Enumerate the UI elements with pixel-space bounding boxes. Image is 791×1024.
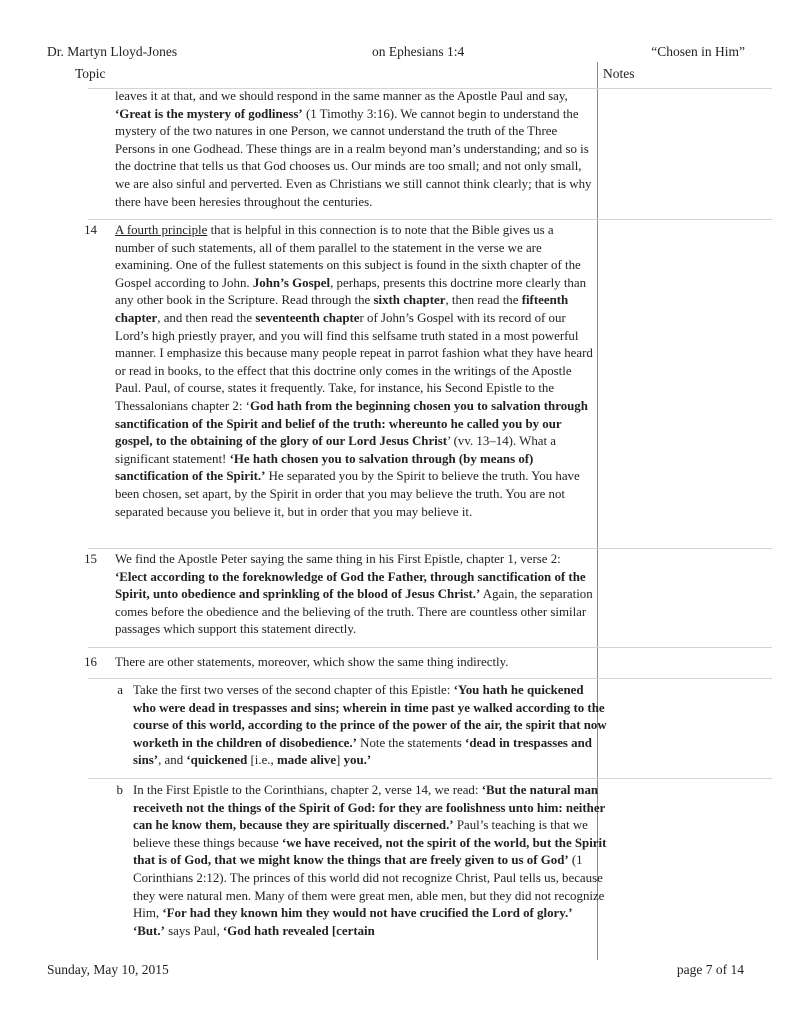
bold-quote: ‘we have received, not the spirit of the world, but the Spirit that is of God, that we might know the things that are freely given to us of God’: [133, 835, 607, 868]
text: ’ (vv. 13–14). What a significant statement!: [115, 434, 557, 466]
bold-quote: ‘But.’: [133, 923, 165, 938]
text: says Paul,: [164, 923, 223, 938]
bold-quote: ‘He hath chosen you to salvation through (by means of) sanctification of the Spirit.’: [115, 451, 534, 484]
continuation-paragraph: [115, 88, 595, 211]
header-title: “Chosen in Him”: [651, 44, 745, 59]
bold-text: ‘dead in trespasses and sins’: [133, 735, 592, 768]
text: r of John’s Gospel with its record of our Lord’s high priestly prayer, and you will find this selfsame truth stated in a most powerful manner. I emphasize this because many people repeat in parrot fashion what they have heard or read in books, to the effect that this doctrine only comes in the writings of the Apostle Paul. Paul, of course, states it frequently. Take, for instance, his Second Epistle to the Thessalonians chapter 2: ‘: [115, 310, 593, 413]
header-reference: on Ephesians 1:4: [372, 44, 465, 59]
item-letter: b: [116, 783, 123, 797]
text: that is helpful in this connection is to note that the Bible gives us a number of such statements, all of them parallel to the statement in the verse we are examining. One of the fullest statements on this subject is found in the sixth chapter of the Gospel according to John.: [115, 223, 581, 290]
row-separator: [88, 647, 772, 648]
footer-date: Sunday, May 10, 2015: [47, 962, 169, 977]
item-number: 16: [84, 655, 97, 669]
text: He separated you by the Spirit to believe the truth. You have been chosen, set apart, by the Spirit in order that you may believe the truth. You are not separated because you believe it, but in order that you may believe it.: [115, 469, 580, 519]
text: , and: [158, 753, 187, 768]
bold-quote: ‘God hath revealed [certain: [222, 923, 375, 938]
bold-quote: ‘For had they known him they would not have crucified the Lord of glory.’: [162, 906, 573, 921]
bold-quote: ‘Elect according to the foreknowledge of God the Father, through sanctification of the Spirit, unto obedience and sprinkling of the blood of Jesus Christ.’: [115, 569, 586, 602]
item-number: 14: [84, 223, 97, 237]
text: (1 Timothy 3:16). We cannot begin to understand the mystery of the two natures in one Person, we cannot understand the truth of the Three Persons in one Godhead. These things are in a realm beyond man’s understanding; and so is the doctrine that tells us that God chooses us. Our minds are too small; and not only small, we are also sinful and perverted. Even as Christians we still cannot think clearly; that is why there have been heresies throughout the centuries.: [115, 106, 592, 209]
bold-text: made alive: [276, 753, 337, 768]
row-separator: [88, 778, 772, 779]
row-separator: [88, 548, 772, 549]
text: , perhaps, presents this doctrine more clearly than any other book in the Scripture. Read through the: [115, 275, 587, 308]
bold-quote: ‘But the natural man receiveth not the things of the Spirit of God: for they are foolishness unto him: neither can he know them, because they are spiritually discerned.’: [133, 783, 606, 833]
bold-text: ‘quickened: [186, 753, 248, 768]
topic-column-header: Topic: [75, 66, 106, 81]
text: There are other statements, moreover, which show the same thing indirectly.: [115, 655, 509, 669]
bold-text: you.’: [343, 753, 372, 768]
text: Again, the separation comes before the obedience and the believing of the truth. There are countless other similar passages which support this statement directly.: [115, 587, 593, 637]
text: , and then read the: [157, 310, 256, 325]
text: We find the Apostle Peter saying the same thing in his First Epistle, chapter 1, verse 2:: [115, 552, 561, 566]
underlined-text: A fourth principle: [115, 223, 208, 237]
header-author: Dr. Martyn Lloyd-Jones: [47, 44, 178, 59]
text: In the First Epistle to the Corinthians, chapter 2, verse 14, we read:: [133, 783, 482, 797]
row-separator: [88, 678, 772, 679]
bold-quote: ‘You hath he quickened who were dead in trespasses and sins; wherein in time past ye walked according to the course of this world, according to the prince of the power of the air, the spirit that now worketh in the children of disobedience.’: [133, 683, 607, 750]
bold-quote: God hath from the beginning chosen you to salvation through sanctification of the Spirit and belief of the truth: whereunto he called you by our gospel, to the obtaining of the glory of our Lord Jesus Christ: [115, 398, 588, 449]
bold-text: sixth chapter: [373, 293, 446, 308]
text: leaves it at that, and we should respond in the same manner as the Apostle Paul and say,: [115, 89, 568, 103]
bold-text: John’s Gospel: [252, 275, 331, 290]
text: , then read the: [445, 293, 522, 308]
page-number: page 7 of 14: [676, 962, 744, 977]
item-number: 15: [84, 552, 97, 566]
item-letter: a: [117, 683, 123, 697]
text: Paul’s teaching is that we believe these things because: [133, 818, 588, 850]
row-separator: [88, 219, 772, 220]
text: ]: [336, 753, 344, 768]
bold-quote: ‘Great is the mystery of godliness’: [115, 106, 303, 121]
notes-column-header: Notes: [603, 66, 635, 81]
text: [i.e.,: [247, 753, 277, 768]
text: Note the statements: [356, 735, 466, 750]
text: (1 Corinthians 2:12). The princes of this world did not recognize Christ, Paul tells us, because they were natural men. Many of them were great men, able men, but they did not recognize Him,: [133, 853, 605, 921]
bold-text: seventeenth chapte: [255, 310, 360, 325]
bold-text: fifteenth chapter: [115, 293, 569, 325]
text: Take the first two verses of the second chapter of this Epistle:: [133, 683, 454, 697]
